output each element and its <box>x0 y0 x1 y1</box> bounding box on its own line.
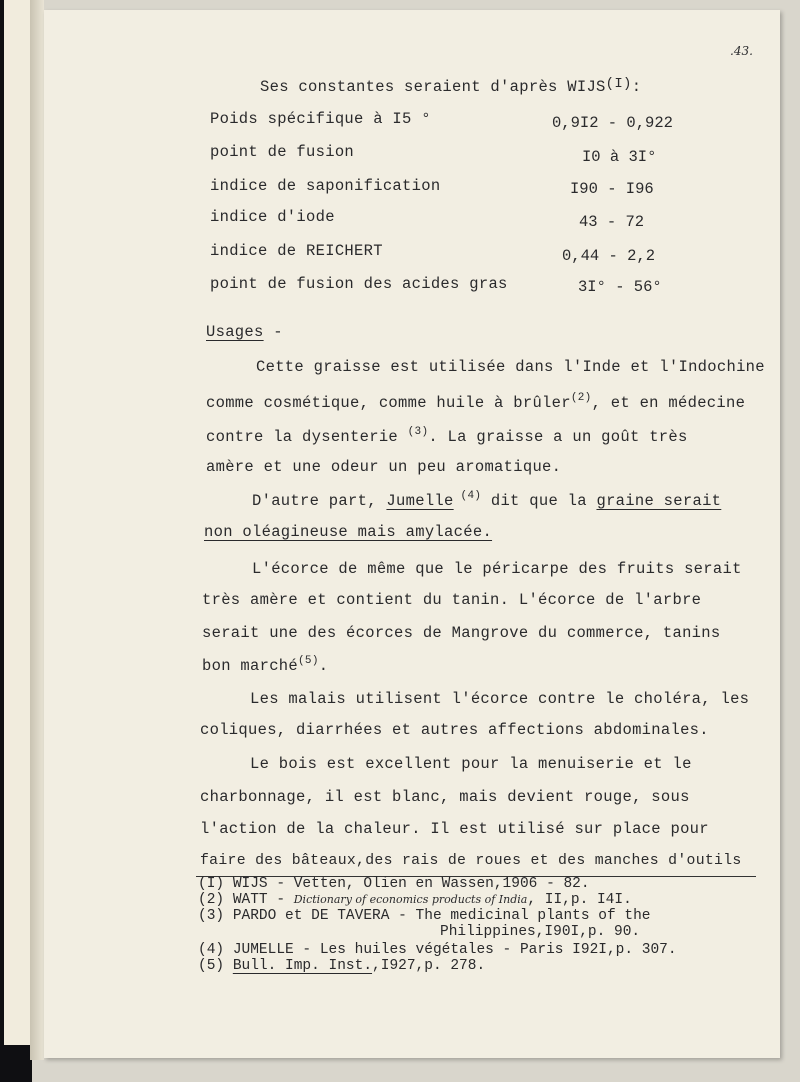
paragraph-5-line-3: l'action de la chaleur. Il est utilisé sur place pour <box>200 820 709 838</box>
constant-label: Poids spécifique à I5 ° <box>210 110 431 128</box>
paragraph-5-line-1: Le bois est excellent pour la menuiserie et le <box>250 755 692 773</box>
footnote-2 <box>198 892 632 908</box>
footnote-text: WATT - <box>232 892 294 908</box>
footnote-text: , II,p. I4I. <box>527 892 632 908</box>
paragraph-4-line-1: Les malais utilisent l'écorce contre le choléra, les <box>250 690 750 708</box>
footnote-text: JUMELLE - Les huiles végétales - Paris I92I,p. 307. <box>232 942 677 958</box>
paragraph-5-line-2: charbonnage, il est blanc, mais devient rouge, sous <box>200 788 690 806</box>
usages-dash: - <box>263 323 283 341</box>
usages-heading <box>206 323 283 341</box>
footnote-number: (I) <box>198 876 225 892</box>
paragraph-2-line-2 <box>204 523 492 541</box>
text-run: . La graisse a un goût très <box>428 428 688 446</box>
constant-label: indice de saponification <box>210 177 441 195</box>
footnote-text: WIJS - Vetten, Olien en Wassen,1906 - 82. <box>232 876 590 892</box>
footnote-3-continuation: Philippines,I90I,p. 90. <box>440 924 641 940</box>
handwritten-annotation: Dictionary of economics products of India <box>293 893 528 906</box>
previous-page-edge <box>4 0 31 1045</box>
footnote-number: (2) <box>198 892 225 908</box>
footnote-number: (4) <box>198 942 225 958</box>
paragraph-3-line-2: très amère et contient du tanin. L'écorce de l'arbre <box>202 591 702 609</box>
paragraph-1-line-3 <box>206 426 688 446</box>
footnote-ref-2: (2) <box>570 392 592 404</box>
text-run: contre la dysenterie <box>206 428 408 446</box>
constant-label: indice d'iode <box>210 208 335 226</box>
document-page <box>44 10 780 1058</box>
intro-line <box>260 76 641 96</box>
intro-text: Ses constantes seraient d'après WIJS <box>260 78 606 96</box>
footnote-5 <box>198 958 485 974</box>
text-run: dit que la <box>481 492 597 510</box>
footnote-3 <box>198 908 650 924</box>
paragraph-3-line-3: serait une des écorces de Mangrove du commerce, tanins <box>202 624 721 642</box>
usages-title: Usages <box>206 323 264 341</box>
paragraph-1-line-2 <box>206 392 745 412</box>
author-jumelle: Jumelle <box>386 492 454 510</box>
footnote-number: (3) <box>198 908 225 924</box>
footnote-text: Bull. Imp. Inst. <box>232 958 373 974</box>
paragraph-2-line-1 <box>252 490 721 510</box>
paragraph-3-line-4 <box>202 655 328 675</box>
underlined-text: non oléagineuse mais amylacée. <box>204 523 493 541</box>
paragraph-1-line-4: amère et une odeur un peu aromatique. <box>206 458 562 476</box>
footnote-text: ,I927,p. 278. <box>372 958 486 974</box>
constant-value: I0 à 3I° <box>582 148 657 166</box>
constant-value: 0,9I2 - 0,922 <box>552 114 673 132</box>
text-run: comme cosmétique, comme huile à brûler <box>206 394 571 412</box>
paragraph-5-line-4: faire des bâteaux,des rais de roues et des manches d'outils <box>200 853 742 869</box>
footnote-ref-4: (4) <box>453 490 482 502</box>
text-run: D'autre part, <box>252 492 387 510</box>
constant-value: 0,44 - 2,2 <box>562 247 656 265</box>
constant-label: point de fusion <box>210 143 355 161</box>
constant-value: 3I° - 56° <box>578 278 662 296</box>
underlined-text: graine serait <box>596 492 722 510</box>
text-run: , et en médecine <box>591 394 746 412</box>
constant-label: indice de REICHERT <box>210 242 383 260</box>
footnote-text: PARDO et DE TAVERA - The medicinal plants of the <box>232 908 651 924</box>
footnote-1 <box>198 876 590 892</box>
text-run: bon marché <box>202 657 299 675</box>
page-gutter <box>30 0 44 1060</box>
constant-value: 43 - 72 <box>579 213 645 231</box>
text-run: . <box>318 657 329 675</box>
paragraph-3-line-1: L'écorce de même que le péricarpe des fruits serait <box>252 560 742 578</box>
paragraph-1-line-1: Cette graisse est utilisée dans l'Inde et l'Indochine <box>256 358 765 376</box>
footnote-number: (5) <box>198 958 225 974</box>
paragraph-4-line-2: coliques, diarrhées et autres affections abdominales. <box>200 721 709 739</box>
constant-value: I90 - I96 <box>570 180 654 198</box>
constant-label: point de fusion des acides gras <box>210 275 508 293</box>
footnote-ref-5: (5) <box>298 655 319 667</box>
footnote-4 <box>198 942 677 958</box>
intro-colon: : <box>631 78 642 96</box>
page-number: .43. <box>730 44 753 58</box>
footnote-ref-3: (3) <box>407 426 429 438</box>
intro-ref: (I) <box>605 76 632 92</box>
